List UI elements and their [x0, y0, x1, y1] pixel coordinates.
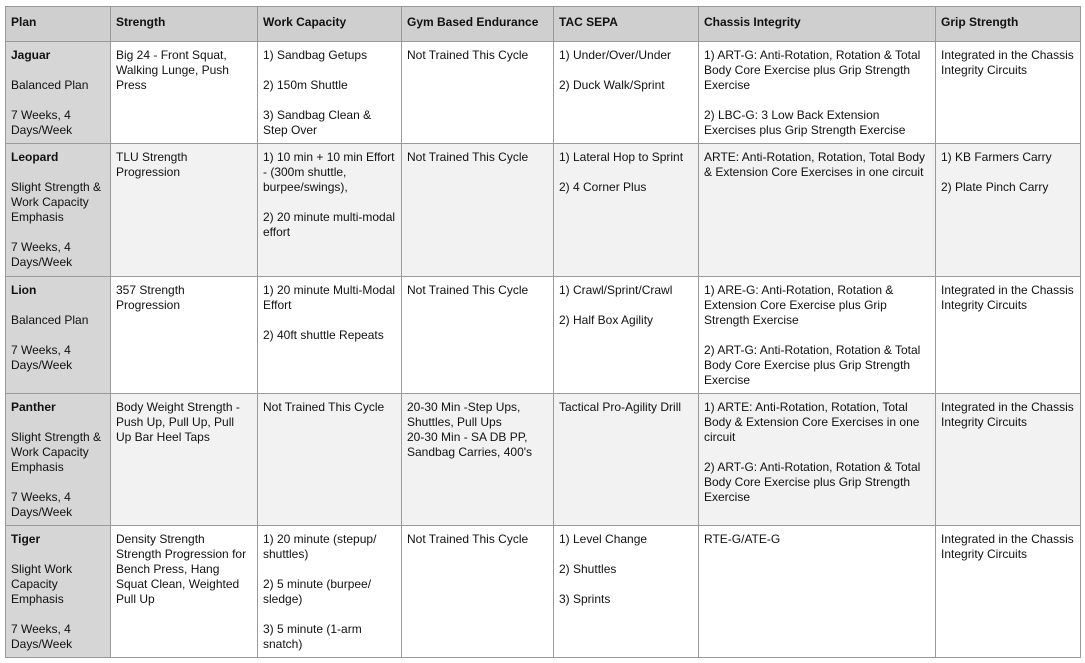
tac-sepa-cell: [554, 277, 699, 394]
work-capacity-item: 3) 5 minute (1-arm snatch): [263, 622, 362, 651]
work-capacity-item: 2) 40ft shuttle Repeats: [263, 328, 384, 342]
work-capacity-cell: [258, 42, 402, 144]
plan-cell: [6, 42, 111, 144]
gym-endurance-cell: [402, 526, 554, 658]
strength-cell: [111, 526, 258, 658]
plan-name: Leopard: [11, 150, 59, 164]
tac-sepa-item: 2) Half Box Agility: [559, 313, 654, 327]
plan-name: Jaguar: [11, 48, 51, 62]
column-header-gym-endurance: Gym Based Endurance: [402, 7, 554, 42]
strength-cell: [111, 277, 258, 394]
chassis-integrity-item: 2) LBC-G: 3 Low Back Extension Exercises plus Grip Strength Exercise: [704, 108, 906, 137]
plan-duration: 7 Weeks, 4 Days/Week: [11, 343, 73, 372]
gym-endurance-cell: [402, 144, 554, 277]
grip-strength-cell: [936, 277, 1081, 394]
grip-strength-item: 2) Plate Pinch Carry: [941, 180, 1049, 194]
gym-endurance-text: Not Trained This Cycle: [407, 532, 529, 546]
grip-strength-cell: [936, 526, 1081, 658]
tac-sepa-item: 2) Duck Walk/Sprint: [559, 78, 665, 92]
plan-name: Panther: [11, 400, 56, 414]
work-capacity-cell: [258, 394, 402, 526]
plan-duration: 7 Weeks, 4 Days/Week: [11, 490, 73, 519]
tac-sepa-item: 1) Crawl/Sprint/Crawl: [559, 283, 673, 297]
gym-endurance-text: Not Trained This Cycle: [407, 283, 529, 297]
work-capacity-text: Not Trained This Cycle: [263, 400, 385, 414]
grip-strength-cell: [936, 42, 1081, 144]
strength-text: 357 Strength Progression: [116, 283, 185, 312]
plan-emphasis: Slight Strength & Work Capacity Emphasis: [11, 430, 102, 474]
tac-sepa-item: 2) Shuttles: [559, 562, 617, 576]
strength-text: Body Weight Strength - Push Up, Pull Up, Pull Up Bar Heel Taps: [116, 400, 240, 444]
work-capacity-item: 2) 5 minute (burpee/ sledge): [263, 577, 372, 606]
tac-sepa-item: 3) Sprints: [559, 592, 611, 606]
work-capacity-cell: [258, 144, 402, 277]
work-capacity-item: 1) 20 minute Multi-Modal Effort: [263, 283, 396, 312]
gym-endurance-text: Not Trained This Cycle: [407, 48, 529, 62]
plan-cell: [6, 144, 111, 277]
plan-duration: 7 Weeks, 4 Days/Week: [11, 622, 73, 651]
tac-sepa-item: 2) 4 Corner Plus: [559, 180, 647, 194]
plan-duration: 7 Weeks, 4 Days/Week: [11, 240, 73, 269]
plan-cell: [6, 394, 111, 526]
strength-text: Big 24 - Front Squat, Walking Lunge, Push Press: [116, 48, 229, 92]
column-header-grip-strength: Grip Strength: [936, 7, 1081, 42]
tac-sepa-item: 1) Level Change: [559, 532, 648, 546]
strength-cell: [111, 42, 258, 144]
grip-strength-text: Integrated in the Chassis Integrity Circuits: [941, 283, 1074, 312]
strength-text: TLU Strength Progression: [116, 150, 188, 179]
work-capacity-item: 1) Sandbag Getups: [263, 48, 368, 62]
chassis-integrity-cell: [699, 277, 936, 394]
grip-strength-text: Integrated in the Chassis Integrity Circuits: [941, 400, 1074, 429]
tac-sepa-text: Tactical Pro-Agility Drill: [559, 400, 682, 414]
chassis-integrity-text: RTE-G/ATE-G: [704, 532, 781, 546]
chassis-integrity-item: 1) ART-G: Anti-Rotation, Rotation & Total Body Core Exercise plus Grip Strength Exercise: [704, 48, 921, 92]
grip-strength-cell: [936, 394, 1081, 526]
grip-strength-cell: [936, 144, 1081, 277]
gym-endurance-item: 20-30 Min - SA DB PP, Sandbag Carries, 400's: [407, 430, 533, 459]
work-capacity-item: 1) 10 min + 10 min Effort - (300m shuttle, burpee/swings),: [263, 150, 395, 194]
table-row: [6, 42, 1081, 144]
header-row: [6, 7, 1081, 42]
table-row: [6, 277, 1081, 394]
plan-emphasis: Slight Work Capacity Emphasis: [11, 562, 73, 606]
grip-strength-text: Integrated in the Chassis Integrity Circuits: [941, 532, 1074, 561]
grip-strength-text: Integrated in the Chassis Integrity Circuits: [941, 48, 1074, 77]
training-plans-table: [5, 6, 1081, 658]
table-row: [6, 144, 1081, 277]
chassis-integrity-item: ARTE: Anti-Rotation, Rotation, Total Body & Extension Core Exercises in one circuit: [704, 150, 926, 179]
plan-cell: [6, 526, 111, 658]
chassis-integrity-item: 2) ART-G: Anti-Rotation, Rotation & Total Body Core Exercise plus Grip Strength Exercise: [704, 343, 921, 387]
work-capacity-item: 2) 150m Shuttle: [263, 78, 348, 92]
work-capacity-cell: [258, 277, 402, 394]
strength-text: Density Strength Strength Progression for Bench Press, Hang Squat Clean, Weighted Pull Up: [116, 532, 247, 606]
plan-name: Lion: [11, 283, 37, 297]
plan-duration: 7 Weeks, 4 Days/Week: [11, 108, 73, 137]
chassis-integrity-cell: [699, 526, 936, 658]
strength-cell: [111, 394, 258, 526]
chassis-integrity-item: 1) ARE-G: Anti-Rotation, Rotation & Extension Core Exercise plus Grip Strength Exercise: [704, 283, 894, 327]
gym-endurance-cell: [402, 42, 554, 144]
chassis-integrity-item: 2) ART-G: Anti-Rotation, Rotation & Total Body Core Exercise plus Grip Strength Exercise: [704, 460, 921, 504]
gym-endurance-cell: [402, 394, 554, 526]
chassis-integrity-cell: [699, 394, 936, 526]
work-capacity-cell: [258, 526, 402, 658]
tac-sepa-cell: [554, 526, 699, 658]
column-header-plan: Plan: [6, 7, 111, 42]
table-row: [6, 394, 1081, 526]
plan-cell: [6, 277, 111, 394]
table-row: [6, 526, 1081, 658]
work-capacity-item: 1) 20 minute (stepup/ shuttles): [263, 532, 377, 561]
tac-sepa-item: 1) Under/Over/Under: [559, 48, 672, 62]
tac-sepa-cell: [554, 394, 699, 526]
work-capacity-item: 3) Sandbag Clean & Step Over: [263, 108, 372, 137]
column-header-tac-sepa: TAC SEPA: [554, 7, 699, 42]
chassis-integrity-item: 1) ARTE: Anti-Rotation, Rotation, Total Body & Extension Core Exercises in one circuit: [704, 400, 920, 444]
tac-sepa-item: 1) Lateral Hop to Sprint: [559, 150, 684, 164]
grip-strength-item: 1) KB Farmers Carry: [941, 150, 1052, 164]
gym-endurance-item: 20-30 Min -Step Ups, Shuttles, Pull Ups: [407, 400, 521, 429]
column-header-work-capacity: Work Capacity: [258, 7, 402, 42]
tac-sepa-cell: [554, 144, 699, 277]
plan-emphasis: Slight Strength & Work Capacity Emphasis: [11, 180, 102, 224]
plan-name: Tiger: [11, 532, 41, 546]
tac-sepa-cell: [554, 42, 699, 144]
work-capacity-item: 2) 20 minute multi-modal effort: [263, 210, 396, 239]
chassis-integrity-cell: [699, 144, 936, 277]
plan-emphasis: Balanced Plan: [11, 78, 89, 92]
chassis-integrity-cell: [699, 42, 936, 144]
column-header-strength: Strength: [111, 7, 258, 42]
gym-endurance-cell: [402, 277, 554, 394]
gym-endurance-text: Not Trained This Cycle: [407, 150, 529, 164]
column-header-chassis-integrity: Chassis Integrity: [699, 7, 936, 42]
strength-cell: [111, 144, 258, 277]
plan-emphasis: Balanced Plan: [11, 313, 89, 327]
